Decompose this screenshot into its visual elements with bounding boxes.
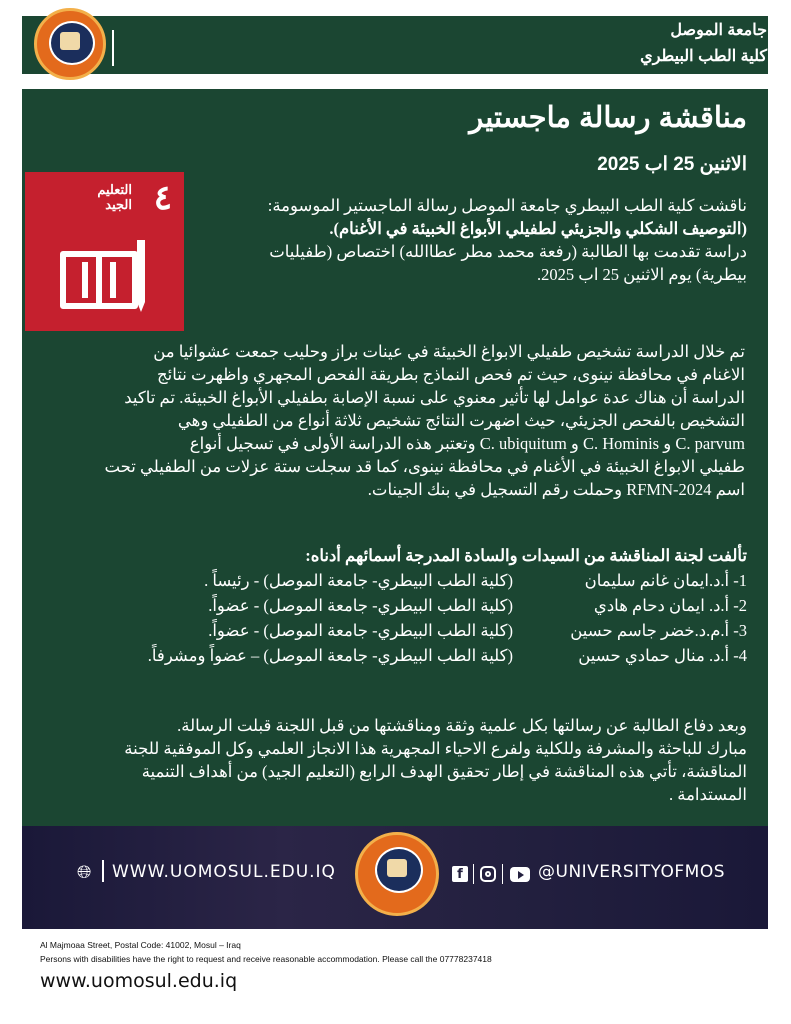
closing-line-3: المناقشة، تأتي هذه المناقشة في إطار تحقيق الهدف الرابع (التعليم الجيد) من أهداف التنمية xyxy=(141,762,747,781)
address-text: Al Majmoaa Street, Postal Code: 41002, Mosul – Iraq xyxy=(40,940,241,950)
accessibility-notice: Persons with disabilities have the right to request and receive reasonable accommodation. Please call the 07778237418 xyxy=(40,954,492,964)
study-line-6: طفيلي الابواغ الخبيئة في الأغنام في محافظة نينوى، كما قد سجلت ستة عزلات من الطفيلي تحت xyxy=(104,457,745,476)
study-line-7: اسم RFMN-2024 وحملت رقم التسجيل في بنك الجينات. xyxy=(367,480,745,499)
committee-member-role: (كلية الطب البيطري- جامعة الموصل) - عضواً. xyxy=(208,621,513,640)
sdg-label: التعليم الجيد xyxy=(97,182,132,212)
committee-member-name: 1- أ.د.ايمان غانم سليمان xyxy=(584,571,747,590)
closing-line-2: مبارك للباحثة والمشرفة وللكلية ولفرع الاحياء المجهرية هذا الانجاز العلمي وكل الموفقية للجنة xyxy=(124,739,747,758)
banner-divider xyxy=(473,864,474,884)
youtube-icon[interactable] xyxy=(510,867,530,882)
study-line-5: C. parvum و C. Hominis و C. ubiquitum وتعتبر هذه الدراسة الأولى في تسجيل أنواع xyxy=(189,434,745,453)
banner-divider xyxy=(502,864,503,884)
university-logo xyxy=(355,832,439,916)
announcement-title: مناقشة رسالة ماجستير xyxy=(469,102,747,134)
committee-member-role: (كلية الطب البيطري- جامعة الموصل) - رئيساً . xyxy=(204,571,513,590)
university-name: جامعة الموصل xyxy=(670,22,767,39)
social-handle[interactable]: @UNIVERSITYOFMOS xyxy=(538,862,725,882)
announcement-date: الاثنين 25 اب 2025 xyxy=(597,154,747,175)
committee-member-name: 4- أ.د. منال حمادي حسين xyxy=(578,646,747,665)
website-link[interactable]: www.uomosul.edu.iq xyxy=(40,970,238,992)
intro-line-3: دراسة تقدمت بها الطالبة (رفعة محمد مطر عطاالله) اختصاص (طفيليات xyxy=(269,242,747,261)
committee-member-name: 3- أ.م.د.خضر جاسم حسين xyxy=(570,621,747,640)
closing-line-1: وبعد دفاع الطالبة عن رسالتها بكل علمية وثقة ومناقشتها من قبل اللجنة قبلت الرسالة. xyxy=(177,716,747,735)
facebook-icon[interactable]: f xyxy=(452,866,468,882)
sdg-goal-4-badge xyxy=(25,172,184,331)
book-pencil-icon xyxy=(55,236,155,316)
closing-line-4: المستدامة . xyxy=(668,785,747,804)
intro-line-1: ناقشت كلية الطب البيطري جامعة الموصل رسالة الماجستير الموسومة: xyxy=(267,196,747,215)
header-divider xyxy=(112,30,114,66)
study-line-2: الاغنام في محافظة نينوى، حيث تم فحص النماذج بطريقة الفحص المجهري واظهرت نتائج xyxy=(157,365,745,384)
committee-member-name: 2- أ.د. ايمان دحام هادي xyxy=(593,596,747,615)
study-line-1: تم خلال الدراسة تشخيص طفيلي الابواغ الخبيئة في عينات براز وحليب جمعت عشوائيا من xyxy=(153,342,745,361)
banner-divider xyxy=(102,860,104,882)
sdg-number: ٤ xyxy=(153,179,172,217)
banner-website-link[interactable]: WWW.UOMOSUL.EDU.IQ xyxy=(112,862,336,882)
study-line-4: التشخيص بالفحص الجزيئي، حيث اضهرت النتائج تشخيص ثلاثة أنواع من الطفيلي وهي xyxy=(177,411,745,430)
university-logo xyxy=(34,8,106,80)
globe-icon: 🌐︎ xyxy=(77,862,92,883)
instagram-icon[interactable] xyxy=(480,866,496,882)
committee-member-role: (كلية الطب البيطري- جامعة الموصل) – عضواً ومشرفاً. xyxy=(147,646,513,665)
college-name: كلية الطب البيطري xyxy=(640,48,767,65)
study-line-3: الدراسة أن هناك عدة عوامل لها تأثير معنوي على نسبة الإصابة بطفيلي الأبواغ الخبيئة. تم تاكيد xyxy=(124,388,745,407)
committee-heading: تألفت لجنة المناقشة من السيدات والسادة المدرجة أسمائهم أدناه: xyxy=(305,546,747,565)
intro-line-4: بيطرية) يوم الاثنين 25 اب 2025. xyxy=(537,265,747,284)
committee-member-role: (كلية الطب البيطري- جامعة الموصل) - عضواً. xyxy=(208,596,513,615)
thesis-title: (التوصيف الشكلي والجزيئي لطفيلي الأبواغ الخبيئة في الأغنام). xyxy=(329,219,747,238)
